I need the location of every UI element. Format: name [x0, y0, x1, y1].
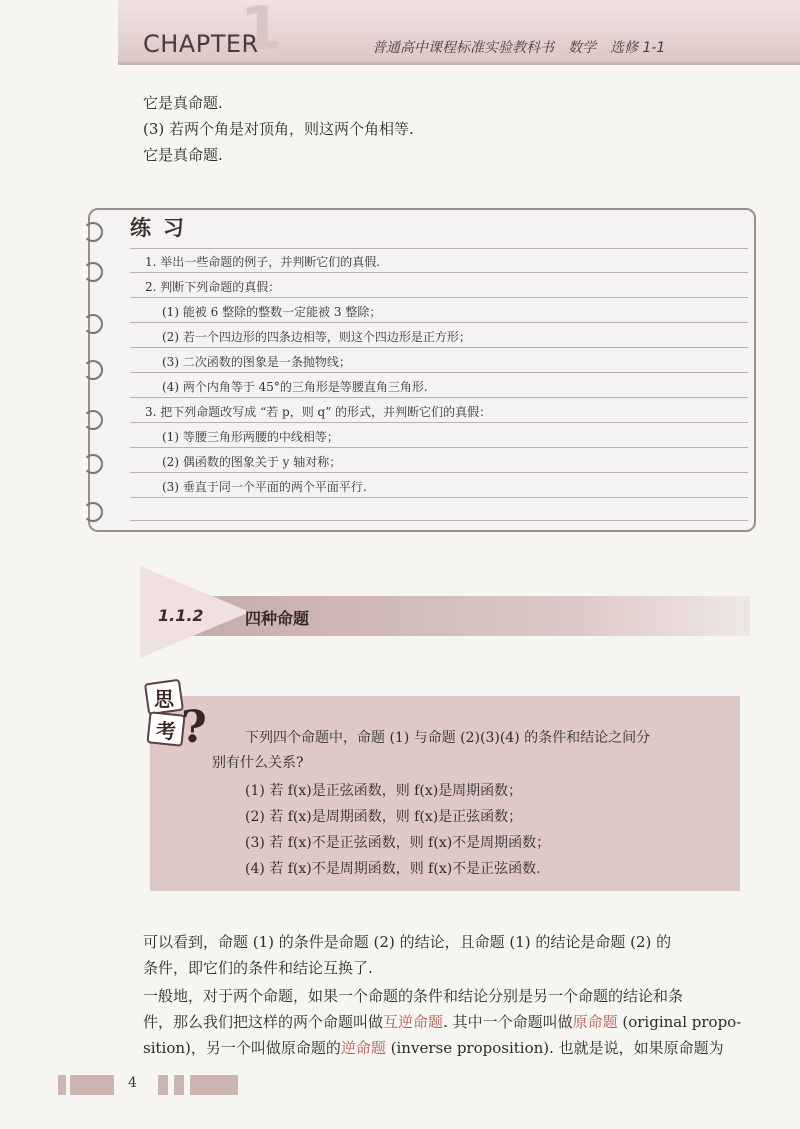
- page-number: 4: [128, 1075, 137, 1091]
- ruled-line: [130, 422, 748, 423]
- think-char-1: 思: [154, 687, 174, 711]
- ruled-line: [130, 472, 748, 473]
- think-intro: 别有什么关系?: [212, 755, 304, 771]
- footer-bar: [70, 1075, 114, 1095]
- exercise-item: 1. 举出一些命题的例子，并判断它们的真假.: [145, 255, 381, 269]
- exercise-item: 3. 把下列命题改写成 “若 p，则 q” 的形式，并判断它们的真假：: [145, 405, 492, 419]
- exercise-item: (3) 垂直于同一个平面的两个平面平行.: [162, 480, 367, 494]
- ruled-line: [130, 447, 748, 448]
- exercise-item: (2) 偶函数的图象关于 y 轴对称；: [162, 455, 342, 469]
- exercise-item: (1) 等腰三角形两腰的中线相等；: [162, 430, 339, 444]
- body-text: sition)，另一个叫做原命题的: [143, 1039, 341, 1057]
- body-line: [143, 1037, 724, 1058]
- binder-ring-icon: [83, 222, 103, 242]
- section-title: 四种命题: [245, 609, 310, 628]
- body-text: (inverse proposition). 也就是说，如果原命题为: [385, 1039, 724, 1057]
- ruled-line: [130, 272, 748, 273]
- ruled-line: [130, 297, 748, 298]
- book-title: 普通高中课程标准实验教科书 数学 选修 1-1: [372, 40, 666, 56]
- binder-ring-icon: [83, 360, 103, 380]
- think-proposition: (2) 若 f(x)是周期函数，则 f(x)是正弦函数；: [245, 809, 523, 825]
- exercise-item: (1) 能被 6 整除的整数一定能被 3 整除；: [162, 305, 382, 319]
- binder-ring-icon: [83, 410, 103, 430]
- chapter-digit: 1: [240, 0, 282, 64]
- ruled-line: [130, 372, 748, 373]
- footer-bar: [190, 1075, 238, 1095]
- binder-ring-icon: [83, 502, 103, 522]
- binder-ring-icon: [83, 314, 103, 334]
- think-proposition: (1) 若 f(x)是正弦函数，则 f(x)是周期函数；: [245, 783, 523, 799]
- text-line: 它是真命题.: [143, 94, 223, 112]
- ruled-line: [130, 347, 748, 348]
- binder-ring-icon: [83, 262, 103, 282]
- term-original: 原命题: [572, 1013, 618, 1031]
- body-text: 件，那么我们把这样的两个命题叫做: [143, 1013, 384, 1031]
- footer-bar: [174, 1075, 184, 1095]
- body-line: 可以看到，命题 (1) 的条件是命题 (2) 的结论，且命题 (1) 的结论是命题 (2) 的: [143, 933, 672, 951]
- exercise-item: (3) 二次函数的图象是一条抛物线；: [162, 355, 351, 369]
- footer-bar: [158, 1075, 168, 1095]
- section-number: 1.1.2: [158, 606, 204, 625]
- text-line: 它是真命题.: [143, 146, 223, 164]
- body-line: [143, 1011, 741, 1032]
- text-line: (3) 若两个角是对顶角，则这两个角相等.: [143, 120, 414, 138]
- binder-ring-icon: [83, 454, 103, 474]
- body-text: (original propo-: [617, 1013, 742, 1031]
- ruled-line: [130, 397, 748, 398]
- term-inverse: 逆命题: [340, 1039, 386, 1057]
- chapter-label: CHAPTER: [143, 30, 259, 58]
- body-line: 条件，即它们的条件和结论互换了.: [143, 959, 373, 977]
- exercise-item: (4) 两个内角等于 45°的三角形是等腰直角三角形.: [162, 380, 428, 394]
- ruled-line: [130, 322, 748, 323]
- think-question-icon: [143, 678, 213, 758]
- term-converse: 互逆命题: [383, 1013, 444, 1031]
- exercise-item: (2) 若一个四边形的四条边相等，则这个四边形是正方形；: [162, 330, 471, 344]
- body-text: . 其中一个命题叫做: [443, 1013, 573, 1031]
- think-char-2: 考: [156, 719, 176, 743]
- exercise-title: 练习: [130, 216, 196, 240]
- think-proposition: (4) 若 f(x)不是周期函数，则 f(x)不是正弦函数.: [245, 861, 541, 877]
- ruled-line: [130, 497, 748, 498]
- think-intro: 下列四个命题中，命题 (1) 与命题 (2)(3)(4) 的条件和结论之间分: [245, 730, 651, 746]
- body-line: 一般地，对于两个命题，如果一个命题的条件和结论分别是另一个命题的结论和条: [143, 987, 684, 1005]
- think-question-mark: ?: [181, 702, 207, 753]
- think-proposition: (3) 若 f(x)不是正弦函数，则 f(x)不是周期函数；: [245, 835, 551, 851]
- ruled-line: [130, 520, 748, 521]
- footer-bar: [58, 1075, 66, 1095]
- exercise-item: 2. 判断下列命题的真假：: [145, 280, 281, 294]
- ruled-line: [130, 248, 748, 249]
